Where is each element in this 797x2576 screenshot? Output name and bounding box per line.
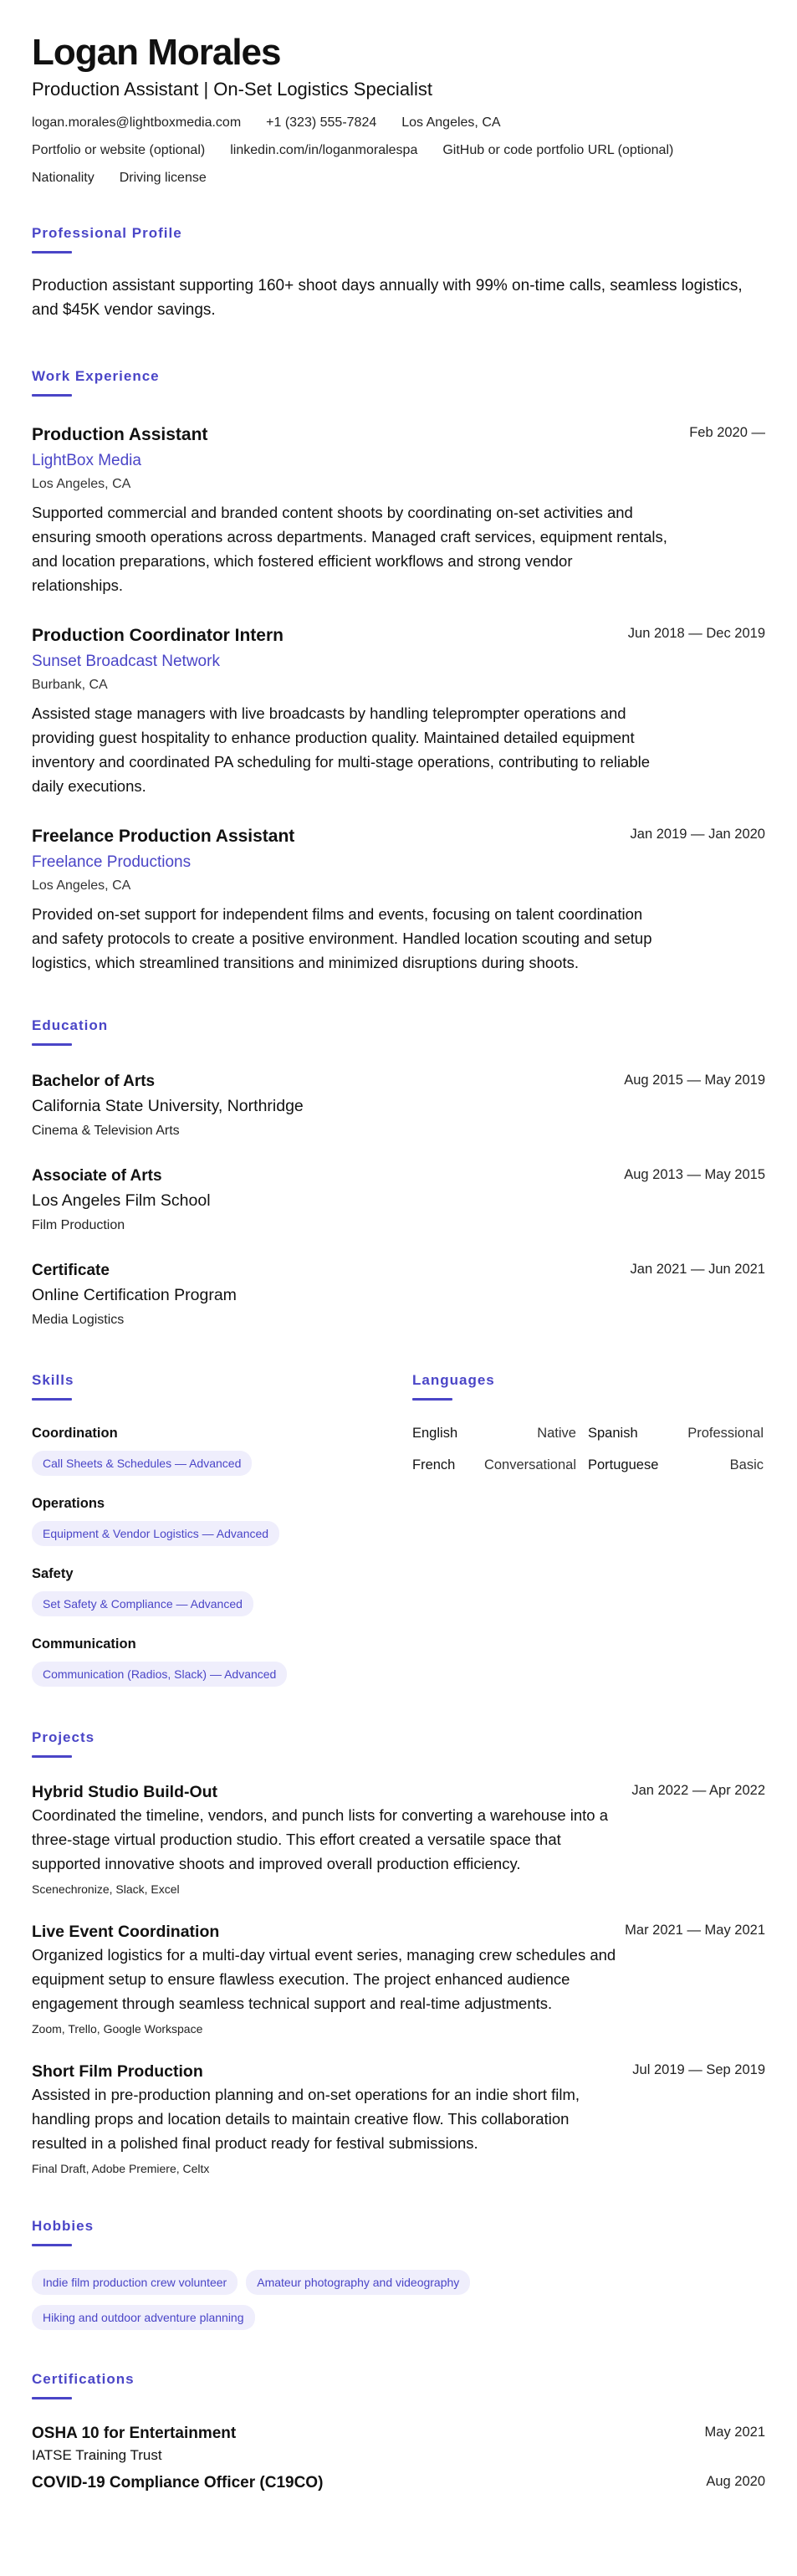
hobby-tag: Amateur photography and videography [246,2270,470,2295]
hobby-tag: Indie film production crew volunteer [32,2270,238,2295]
project-title: Hybrid Studio Build-Out [32,1783,218,1801]
email-link[interactable]: logan.morales@lightboxmedia.com [32,115,242,130]
section-heading: Education [32,1017,109,1033]
candidate-name: Logan Morales [32,32,281,73]
github-link[interactable]: GitHub or code portfolio URL (optional) [442,143,674,157]
project-entry [32,1921,765,2037]
section-rule [32,1755,72,1758]
skill-tag: Equipment & Vendor Logistics — Advanced [32,1521,279,1546]
section-rule [32,2244,72,2246]
profile-section [32,224,765,322]
job-dates: Jun 2018 — Dec 2019 [627,626,765,641]
school: Online Certification Program [32,1286,237,1304]
project-title: Short Film Production [32,2062,203,2081]
job-dates: Jan 2019 — Jan 2020 [630,827,765,842]
section-rule [32,1398,72,1401]
project-description: Coordinated the timeline, vendors, and punch lists for converting a warehouse into a three-stage virtual production studio. This effort created a versatile space that supported innovative shoots and improved overall production efficiency. [32,1806,609,1872]
certification-issuer: IATSE Training Trust [32,2447,162,2463]
candidate-title: Production Assistant | On-Set Logistics Specialist [32,79,432,100]
phone-number[interactable]: +1 (323) 555-7824 [266,115,377,130]
education-entry [32,1165,765,1235]
skill-tag: Call Sheets & Schedules — Advanced [32,1451,252,1476]
certification-name: OSHA 10 for Entertainment [32,2425,237,2442]
job-dates: Feb 2020 — [689,425,765,440]
project-entry [32,2061,765,2177]
section-heading: Skills [32,1372,74,1388]
field-of-study: Film Production [32,1218,125,1232]
projects-section [32,1728,765,2177]
skills-section [32,1371,412,1687]
section-rule [32,1043,72,1046]
field-of-study: Cinema & Television Arts [32,1124,180,1138]
linkedin-link[interactable]: linkedin.com/in/loganmoralespa [230,143,418,157]
contact-info [32,114,765,187]
project-tools: Scenechronize, Slack, Excel [32,1882,180,1896]
education-dates: Jan 2021 — Jun 2021 [630,1262,765,1277]
language-name: Portuguese [588,1457,659,1472]
skill-category: Operations [32,1496,105,1511]
experience-section [32,367,765,975]
job-description: Supported commercial and branded content shoots by coordinating on-set activities and ensuring smooth operations across departments. Managed craft services, equipment rentals, and location preparations, which fostered efficient workflows and strong vendor relationships. [32,504,667,594]
education-section [32,1017,765,1329]
language-name: English [412,1426,458,1441]
language-name: French [412,1457,456,1472]
job-title: Production Coordinator Intern [32,626,284,645]
section-heading: Languages [412,1372,495,1388]
hobby-tag: Hiking and outdoor adventure planning [32,2305,255,2330]
project-dates: Mar 2021 — May 2021 [625,1923,765,1938]
job-entry [32,825,765,975]
degree: Certificate [32,1262,110,1279]
section-rule [32,251,72,254]
skill-tag: Set Safety & Compliance — Advanced [32,1591,253,1616]
contact-row [32,169,765,187]
section-rule [32,2397,72,2399]
education-entry [32,1260,765,1329]
job-description: Assisted stage managers with live broadcasts by handling teleprompter operations and providing guest hospitality to enhance production quality. Maintained detailed equipment inventory and coordinated PA scheduling for multi-stage operations, contributing to reliable daily executions. [32,704,651,795]
education-entry [32,1071,765,1140]
education-dates: Aug 2015 — May 2019 [624,1073,765,1088]
job-title: Freelance Production Assistant [32,827,295,846]
project-tools: Final Draft, Adobe Premiere, Celtx [32,2162,210,2175]
language-item [412,1456,588,1474]
language-level: Basic [729,1457,764,1472]
job-company[interactable]: LightBox Media [32,452,141,469]
degree: Bachelor of Arts [32,1073,156,1090]
job-title: Production Assistant [32,425,208,444]
school: Los Angeles Film School [32,1191,211,1210]
job-company[interactable]: Freelance Productions [32,853,192,871]
contact-row [32,141,765,160]
project-dates: Jul 2019 — Sep 2019 [632,2062,765,2077]
certification-date: Aug 2020 [706,2474,765,2489]
language-name: Spanish [588,1426,638,1441]
degree: Associate of Arts [32,1167,162,1185]
skill-category: Communication [32,1636,136,1652]
job-location: Burbank, CA [32,678,108,692]
project-description: Organized logistics for a multi-day virtual event series, managing crew schedules and equipment setup to ensure flawless execution. The project enhanced audience engagement through seamless technical support and real-time adjustments. [32,1946,616,2012]
section-rule [32,394,72,397]
section-heading: Certifications [32,2371,135,2387]
contact-row [32,114,765,132]
job-location: Los Angeles, CA [32,878,131,893]
section-heading: Work Experience [32,368,160,384]
project-tools: Zoom, Trello, Google Workspace [32,2022,203,2036]
driving-license: Driving license [119,171,207,185]
job-description: Provided on-set support for independent films and events, focusing on talent coordination and safety protocols to create a positive environment. Handled location scouting and setup logistics, which streamlined transitions and minimized disruptions during shoots. [32,905,652,971]
job-entry [32,423,765,597]
language-item [588,1456,764,1474]
certifications-section [32,2370,765,2494]
language-item [412,1424,588,1442]
education-dates: Aug 2013 — May 2015 [624,1167,765,1182]
certification-date: May 2021 [704,2425,765,2440]
project-title: Live Event Coordination [32,1923,220,1941]
project-description: Assisted in pre-production planning and on-set operations for an indie short film, handling props and location details to maintain creative flow. This collaboration resulted in a polished final product ready for festival submissions. [32,2086,580,2152]
language-list [412,1424,764,1474]
portfolio-link[interactable]: Portfolio or website (optional) [32,143,206,157]
section-heading: Hobbies [32,2218,95,2234]
profile-summary: Production assistant supporting 160+ shoot days annually with 99% on-time calls, seamless logistics, and $45K vendor savings. [32,277,743,319]
language-level: Conversational [483,1457,576,1472]
language-item [588,1424,764,1442]
skill-tag: Communication (Radios, Slack) — Advanced [32,1662,287,1687]
skills-languages-row [32,1371,765,1687]
project-entry [32,1781,765,1897]
job-location: Los Angeles, CA [32,477,131,491]
nationality: Nationality [32,171,95,185]
section-rule [412,1398,452,1401]
section-heading: Professional Profile [32,225,182,241]
hobbies-section [32,2217,765,2330]
job-entry [32,624,765,798]
project-dates: Jan 2022 — Apr 2022 [631,1783,765,1798]
language-level: Native [537,1426,576,1441]
certification-entry [32,2472,765,2494]
languages-section [412,1371,764,1687]
skill-category: Coordination [32,1426,118,1441]
location: Los Angeles, CA [401,115,501,130]
certification-name: COVID-19 Compliance Officer (C19CO) [32,2474,324,2491]
language-level: Professional [687,1426,764,1441]
school: California State University, Northridge [32,1097,304,1115]
hobby-list [32,2260,550,2330]
job-company[interactable]: Sunset Broadcast Network [32,653,220,670]
skill-category: Safety [32,1566,74,1581]
certification-entry [32,2423,765,2466]
field-of-study: Media Logistics [32,1313,125,1327]
section-heading: Projects [32,1729,95,1745]
